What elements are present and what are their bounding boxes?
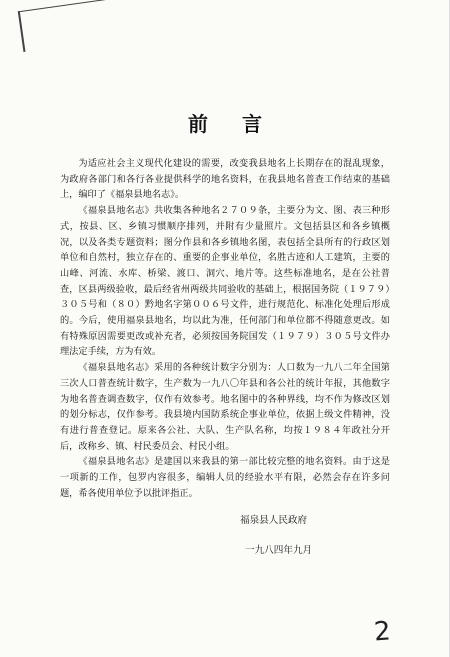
signature-date: 一九八四年九月 [245,545,313,556]
corner-scan-mark [18,0,154,52]
paragraph-1: 为适应社会主义现代化建设的需要，改变我县地名上长期存在的混乱现象，为政府各部门和各行各业提供科学的地名资料，在我县地名普查工作结束的基础上，编印了《福泉县地名志》。 [60,158,390,201]
preface-body [60,156,390,501]
handwritten-page-number: 2 [372,616,392,648]
paragraph-4: 《福泉县地名志》是建国以来我县的第一部比较完整的地名资料。由于这是一项新的工作，包罗内容很多，编辑人员的经验水平有限，必然会存在许多问题，希各使用单位予以批评指正。 [60,456,390,499]
signature-organization: 福泉县人民政府 [240,515,308,526]
paragraph-2: 《福泉县地名志》共收集各种地名２７０９条，主要分为文、图、表三种形式，按县、区、乡镇习惯顺序排列，并附有少量照片。文包括县区和各乡镇概况，以及各类专题资料；图分作县和各乡镇地名图，表包括全县所有的行政区划单位和自然村，独立存在的、重要的企事业单位，名胜古迹和人工建筑，主要的山峰、河流、水库、桥梁、渡口、洞穴、地片等。这些标准地名，是在公社普查，区县两级验收，最后经省州两级共同验收的基础上，根据国务院（１９７９）３０５号和（８０）黔地名字第００６号文件，进行规范化、标准化处理后形成的。今后，使用福泉县地名，均以此为准，任何部门和单位都不得随意更改。如有特殊原因需要更改或补充者，必须按国务院国发（１９７９）３０５号文件办理法定手续，方为有效。 [60,205,390,358]
paragraph-3: 《福泉县地名志》采用的各种统计数字分别为：人口数为一九八二年全国第三次人口普查统计数字，生产数为一九八〇年县和各公社的统计年报，其他数字为地名普查调查数字，仅作有效参考。地名图中的各种界线，均不作为修改区划的划分标志，仅作参考。我县境内国防系统企事业单位，依据上级文件精神，没有进行普查登记。原来各公社、大队、生产队名称，均按１９８４年政社分开后，改称乡、镇、村民委员会、村民小组。 [60,362,390,452]
page-title: 前言 [188,112,296,136]
